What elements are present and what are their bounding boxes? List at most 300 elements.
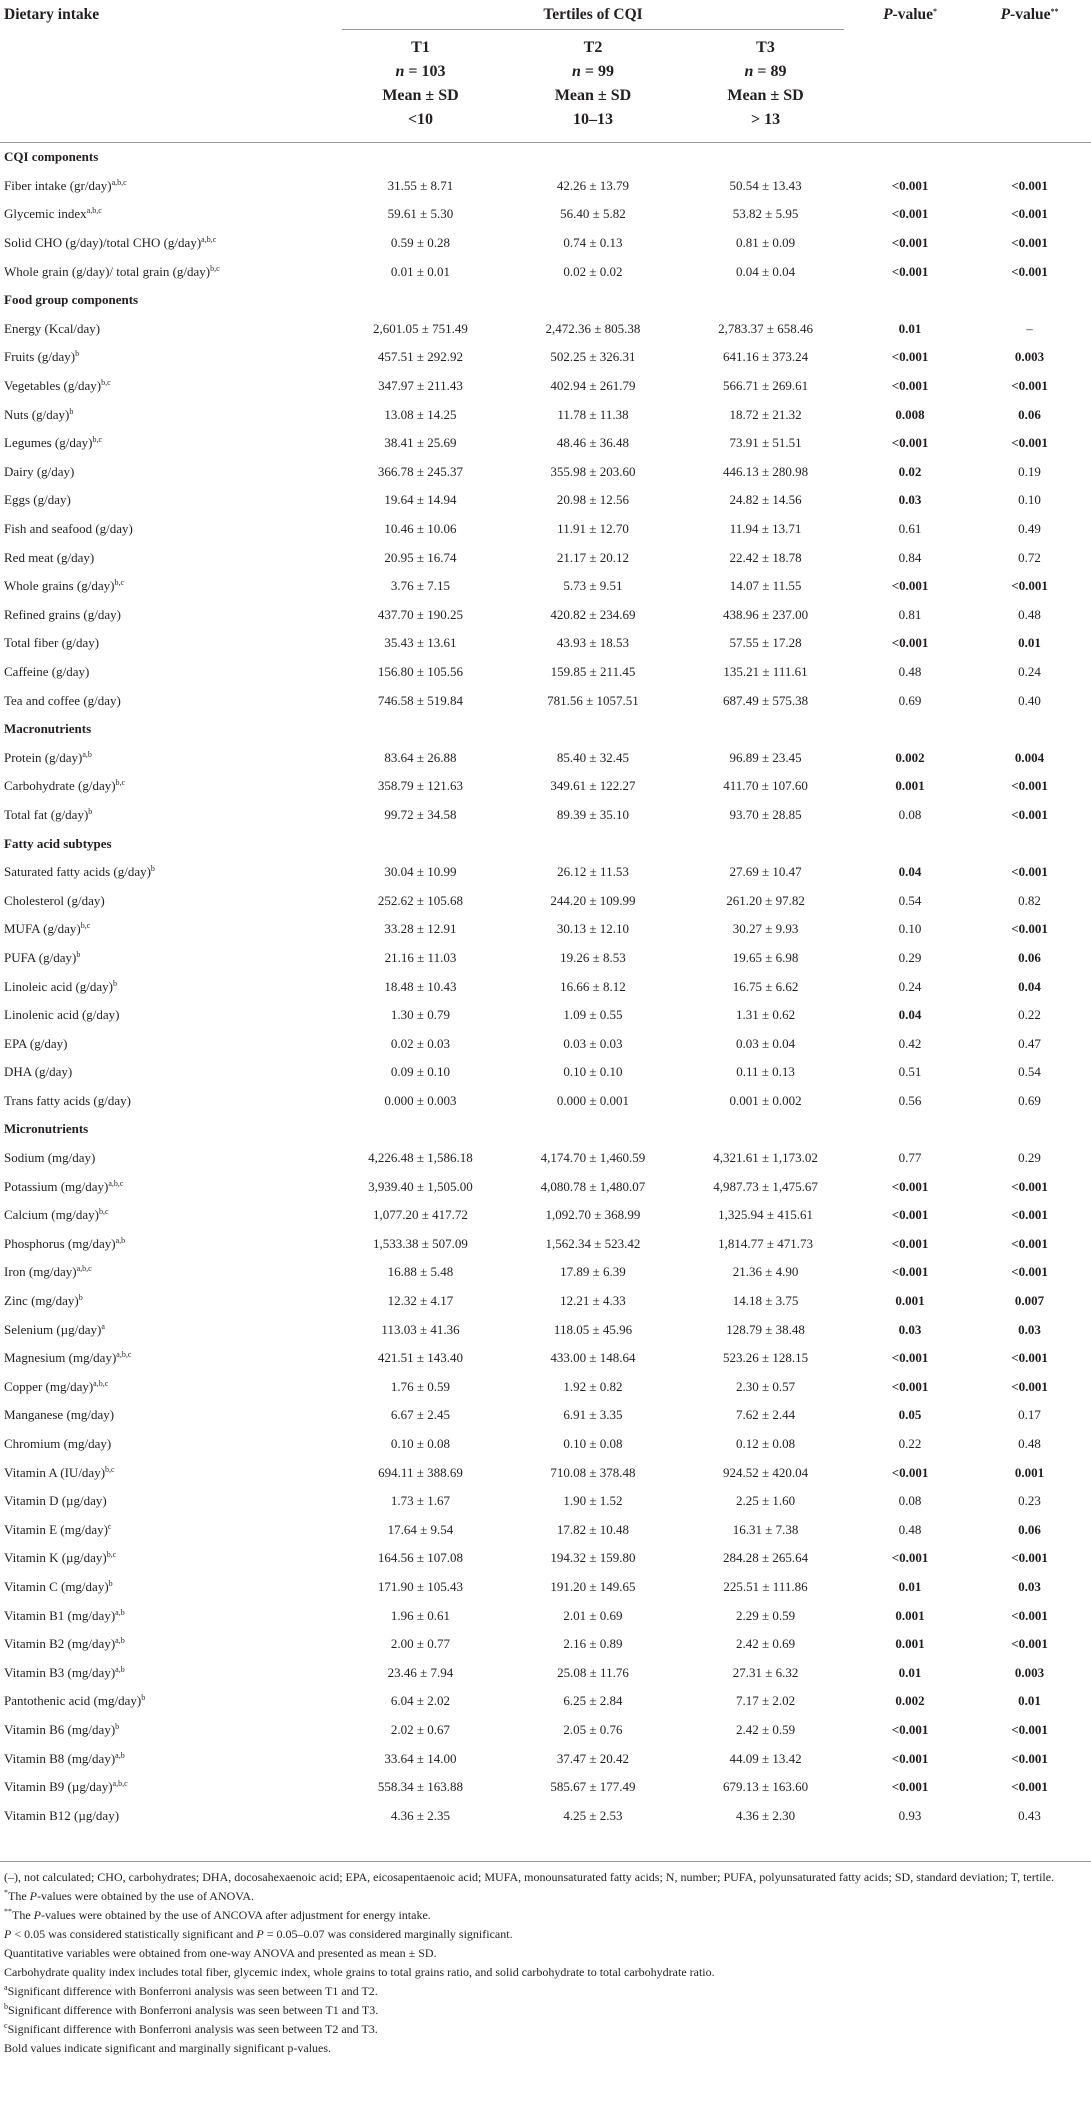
p-value-anova: 0.002 <box>895 1693 925 1709</box>
p-value-ancova: – <box>1026 320 1033 336</box>
p-value-anova: 0.93 <box>898 1807 922 1823</box>
t1-value: 457.51 ± 292.92 <box>377 349 464 365</box>
t1-value: 252.62 ± 105.68 <box>377 892 464 908</box>
row-label: Vitamin C $(mg/day)^b$ <box>4 1578 113 1594</box>
t3-value: 4,321.61 ± 1,173.02 <box>713 1150 818 1166</box>
table-bottom-rule <box>0 1861 1091 1862</box>
row-label: Cholesterol (g/day) <box>4 892 105 908</box>
p-value-anova: <0.001 <box>891 1721 929 1737</box>
row-label: Phosphorus $(mg/day)^{a,b}$ <box>4 1235 126 1251</box>
p-value-anova: 0.54 <box>898 892 922 908</box>
p-value-anova: 0.51 <box>898 1064 922 1080</box>
t3-value: 446.13 ± 280.98 <box>722 463 809 479</box>
t3-value: 18.72 ± 21.32 <box>729 406 802 422</box>
t3-value: 19.65 ± 6.98 <box>732 949 799 965</box>
t3-value: 4,987.73 ± 1,475.67 <box>713 1178 818 1194</box>
t2-value: 2.16 ± 0.89 <box>563 1636 623 1652</box>
t2-value: 0.000 ± 0.001 <box>556 1092 630 1108</box>
table-row <box>0 801 1091 830</box>
p-value-anova: 0.01 <box>898 320 922 336</box>
t2-value: 355.98 ± 203.60 <box>550 463 636 479</box>
p-value-anova: <0.001 <box>891 378 929 394</box>
p-value-anova: 0.22 <box>898 1436 922 1452</box>
p-value-ancova: 0.003 <box>1014 1664 1045 1680</box>
t1-value: 171.90 ± 105.43 <box>377 1578 464 1594</box>
p-value-anova: 0.08 <box>898 1493 922 1509</box>
t1-value: 694.11 ± 388.69 <box>378 1464 463 1480</box>
t2-value: 5.73 ± 9.51 <box>563 578 623 594</box>
p-value-ancova: <0.001 <box>1011 1721 1048 1737</box>
t2-value: 1.90 ± 1.52 <box>563 1493 623 1509</box>
t1-value: 347.97 ± 211.43 <box>378 378 463 394</box>
t2-value: 21.17 ± 20.12 <box>556 549 630 565</box>
row-label: Saturated fatty acids $(g/day)^b$ <box>4 864 155 880</box>
row-label: Glycemic index$^{a,b,c}$ <box>4 206 102 222</box>
t2-value: 0.10 ± 0.08 <box>563 1436 623 1452</box>
row-label: Vegetables $(g/day)^{b,c}$ <box>4 378 111 394</box>
row-label: Manganese (mg/day) <box>4 1407 115 1423</box>
p-value-ancova: <0.001 <box>1011 921 1048 937</box>
row-label: Red meat (g/day) <box>4 549 95 565</box>
t1-value: 558.34 ± 163.88 <box>377 1779 464 1795</box>
table-row <box>0 1601 1091 1630</box>
p-value-ancova: 0.03 <box>1018 1578 1041 1594</box>
pvalue-anova-header: P-value* <box>883 6 937 23</box>
t3-value: 2.29 ± 0.59 <box>735 1607 796 1623</box>
t1-value: 1,077.20 ± 417.72 <box>373 1207 468 1223</box>
t3-value: 11.94 ± 13.71 <box>729 521 802 537</box>
tertile-t1-header: T1 n = 103 Mean ± SD <10 <box>382 39 459 128</box>
p-value-anova: <0.001 <box>891 177 929 193</box>
t3-value: 0.11 ± 0.13 <box>736 1064 795 1080</box>
t3-value: 16.75 ± 6.62 <box>732 978 799 994</box>
t2-value: 1,562.34 ± 523.42 <box>545 1235 641 1251</box>
t1-value: 4,226.48 ± 1,586.18 <box>368 1150 473 1166</box>
t2-value: 26.12 ± 11.53 <box>557 864 629 880</box>
p-value-anova: <0.001 <box>891 435 929 451</box>
section-title: Micronutrients <box>4 1121 89 1137</box>
table-row <box>0 1430 1091 1459</box>
table-row <box>0 458 1091 487</box>
row-label: Magnesium $(mg/day)^{a,b,c}$ <box>4 1350 132 1366</box>
t2-value: 25.08 ± 11.76 <box>557 1664 629 1680</box>
t3-value: 73.91 ± 51.51 <box>729 435 802 451</box>
t1-value: 1,533.38 ± 507.09 <box>373 1235 468 1251</box>
t2-value: 6.25 ± 2.84 <box>563 1693 623 1709</box>
p-value-anova: 0.42 <box>898 1035 922 1051</box>
table-row <box>0 743 1091 772</box>
row-label: EPA (g/day) <box>4 1035 68 1051</box>
row-label: Energy (Kcal/day) <box>4 320 101 336</box>
t2-value: 56.40 ± 5.82 <box>560 206 626 222</box>
row-label: DHA (g/day) <box>4 1064 73 1080</box>
row-label: PUFA $(g/day)^b$ <box>4 949 81 965</box>
t2-value: 85.40 ± 32.45 <box>556 749 630 765</box>
t2-value: 17.82 ± 10.48 <box>556 1521 630 1537</box>
t2-value: 420.82 ± 234.69 <box>550 606 636 622</box>
p-value-ancova: 0.06 <box>1018 406 1041 422</box>
t3-value: 0.12 ± 0.08 <box>735 1436 796 1452</box>
p-value-anova: <0.001 <box>891 635 929 651</box>
table-row <box>0 1801 1091 1830</box>
t2-value: 12.21 ± 4.33 <box>560 1293 626 1309</box>
t3-value: 284.28 ± 265.64 <box>722 1550 809 1566</box>
row-label: Tea and coffee (g/day) <box>4 692 121 708</box>
t1-value: 83.64 ± 26.88 <box>384 749 457 765</box>
tertile-t3-header: T3 n = 89 Mean ± SD > 13 <box>727 39 804 128</box>
t2-value: 159.85 ± 211.45 <box>550 663 636 679</box>
p-value-ancova: 0.69 <box>1018 1092 1041 1108</box>
section-title: Food group components <box>4 292 139 308</box>
t3-value: 641.16 ± 373.24 <box>722 349 809 365</box>
row-label: Dairy (g/day) <box>4 463 75 479</box>
row-label: Potassium $(mg/day)^{a,b,c}$ <box>4 1178 124 1194</box>
p-value-ancova: <0.001 <box>1011 206 1048 222</box>
row-label: Fruits $(g/day)^b$ <box>4 349 80 365</box>
p-value-ancova: 0.03 <box>1018 1321 1041 1337</box>
table-row <box>0 1744 1091 1773</box>
row-label: Linolenic acid (g/day) <box>4 1007 120 1023</box>
t3-value: 2.42 ± 0.69 <box>735 1636 796 1652</box>
table-row <box>0 629 1091 658</box>
t3-value: 438.96 ± 237.00 <box>722 606 809 622</box>
p-value-ancova: 0.003 <box>1014 349 1045 365</box>
p-value-anova: 0.002 <box>895 749 925 765</box>
p-value-anova: <0.001 <box>891 206 929 222</box>
t1-value: 2.02 ± 0.67 <box>390 1721 451 1737</box>
p-value-anova: <0.001 <box>891 349 929 365</box>
table-row <box>0 229 1091 258</box>
pvalue-ancova-header: P-value** <box>1000 6 1059 23</box>
footnote-quantitative: Quantitative variables were obtained from one-way ANOVA and presented as mean ± SD. <box>4 1946 437 1960</box>
p-value-anova: <0.001 <box>891 1235 929 1251</box>
t2-value: 43.93 ± 18.53 <box>556 635 630 651</box>
t2-value: 4,080.78 ± 1,480.07 <box>540 1178 646 1194</box>
p-value-anova: 0.01 <box>898 1578 922 1594</box>
table-row <box>0 1544 1091 1573</box>
t1-value: 358.79 ± 121.63 <box>377 778 464 794</box>
p-value-anova: 0.001 <box>895 1293 925 1309</box>
p-value-anova: 0.03 <box>898 492 922 508</box>
t2-value: 19.26 ± 8.53 <box>560 949 626 965</box>
header-blank <box>968 30 1091 143</box>
t2-value: 16.66 ± 8.12 <box>560 978 626 994</box>
table-row <box>0 915 1091 944</box>
t2-value: 0.74 ± 0.13 <box>563 235 623 251</box>
t1-value: 33.28 ± 12.91 <box>384 921 457 937</box>
tertile-t2-header: T2 n = 99 Mean ± SD 10–13 <box>554 39 632 128</box>
row-label: Total fat $(g/day)^b$ <box>4 806 93 822</box>
p-value-anova: <0.001 <box>891 1350 929 1366</box>
t1-value: 6.04 ± 2.02 <box>390 1693 451 1709</box>
p-value-anova: <0.001 <box>891 578 929 594</box>
p-value-ancova: 0.22 <box>1018 1007 1041 1023</box>
p-value-anova: <0.001 <box>891 1207 929 1223</box>
table-row <box>0 372 1091 401</box>
p-value-anova: <0.001 <box>891 1264 929 1280</box>
table-row <box>0 400 1091 429</box>
p-value-anova: 0.08 <box>898 806 922 822</box>
footnote-cqi: Carbohydrate quality index includes total fiber, glycemic index, whole grains to total grains ratio, and solid carbohydrate to total carbohydrate ratio. <box>4 1965 715 1979</box>
t3-value: 53.82 ± 5.95 <box>732 206 799 222</box>
table-row <box>0 257 1091 286</box>
p-value-ancova: <0.001 <box>1011 263 1048 279</box>
section-row <box>0 829 1091 858</box>
t1-value: 437.70 ± 190.25 <box>377 606 464 622</box>
section-title: Macronutrients <box>4 721 92 737</box>
t3-value: 93.70 ± 28.85 <box>729 806 802 822</box>
t3-value: 411.70 ± 107.60 <box>723 778 808 794</box>
section-row <box>0 286 1091 315</box>
table-row <box>0 1573 1091 1602</box>
row-label: Legumes $(g/day)^{b,c}$ <box>4 435 103 451</box>
p-value-ancova: 0.43 <box>1018 1807 1041 1823</box>
t1-value: 4.36 ± 2.35 <box>390 1807 451 1823</box>
table-body <box>0 143 1091 1831</box>
t2-value: 1,092.70 ± 368.99 <box>545 1207 641 1223</box>
t2-value: 11.91 ± 12.70 <box>557 521 629 537</box>
p-value-anova: 0.04 <box>898 864 922 880</box>
t2-value: 0.02 ± 0.02 <box>563 263 623 279</box>
t3-value: 566.71 ± 269.61 <box>722 378 809 394</box>
t3-value: 14.07 ± 11.55 <box>729 578 802 594</box>
p-value-ancova: 0.49 <box>1018 521 1041 537</box>
t3-value: 50.54 ± 13.43 <box>729 177 802 193</box>
t1-value: 20.95 ± 16.74 <box>384 549 457 565</box>
row-label: Vitamin B3 $(mg/day)^{a,b}$ <box>4 1664 125 1680</box>
footnote-bold: Bold values indicate significant and marginally significant p-values. <box>4 2041 332 2055</box>
p-value-anova: 0.48 <box>898 663 922 679</box>
t3-value: 21.36 ± 4.90 <box>732 1264 799 1280</box>
table-row <box>0 886 1091 915</box>
t1-value: 13.08 ± 14.25 <box>384 406 457 422</box>
t2-value: 6.91 ± 3.35 <box>563 1407 623 1423</box>
t1-value: 0.000 ± 0.003 <box>384 1092 457 1108</box>
t1-value: 3,939.40 ± 1,505.00 <box>368 1178 473 1194</box>
t1-value: 746.58 ± 519.84 <box>377 692 464 708</box>
p-value-anova: 0.29 <box>898 949 922 965</box>
p-value-anova: 0.48 <box>898 1521 922 1537</box>
t3-value: 1,325.94 ± 415.61 <box>718 1207 813 1223</box>
t3-value: 44.09 ± 13.42 <box>729 1750 802 1766</box>
footnote-ancova: **The P-values were obtained by the use of ANCOVA after adjustment for energy intake. <box>4 1907 431 1922</box>
t3-value: 261.20 ± 97.82 <box>726 892 805 908</box>
table-row <box>0 1344 1091 1373</box>
p-value-anova: 0.01 <box>898 1664 922 1680</box>
p-value-ancova: <0.001 <box>1011 1636 1048 1652</box>
row-label: Vitamin D (µg/day) <box>4 1493 107 1509</box>
row-label: Fish and seafood (g/day) <box>4 521 133 537</box>
table-row <box>0 1401 1091 1430</box>
p-value-ancova: <0.001 <box>1011 1550 1048 1566</box>
row-label: Pantothenic acid $(mg/day)^b$ <box>4 1693 146 1709</box>
t2-value: 4,174.70 ± 1,460.59 <box>540 1150 646 1166</box>
p-value-ancova: <0.001 <box>1011 1779 1048 1795</box>
t2-value: 0.03 ± 0.03 <box>563 1035 623 1051</box>
t3-value: 7.17 ± 2.02 <box>735 1693 796 1709</box>
p-value-ancova: 0.001 <box>1014 1464 1045 1480</box>
p-value-ancova: 0.04 <box>1018 978 1041 994</box>
row-label: Eggs (g/day) <box>4 492 71 508</box>
t3-value: 2.25 ± 1.60 <box>735 1493 796 1509</box>
p-value-anova: 0.001 <box>895 778 925 794</box>
row-label: Linoleic acid $(g/day)^b$ <box>4 978 118 994</box>
t1-value: 113.03 ± 41.36 <box>381 1321 460 1337</box>
p-value-anova: 0.10 <box>898 921 922 937</box>
t3-value: 128.79 ± 38.48 <box>726 1321 805 1337</box>
row-label: Zinc $(mg/day)^b$ <box>4 1293 83 1309</box>
header-row-tertiles <box>0 30 1091 143</box>
t1-value: 1.30 ± 0.79 <box>390 1007 451 1023</box>
p-value-anova: <0.001 <box>891 1779 929 1795</box>
table-row <box>0 1630 1091 1659</box>
table-row <box>0 486 1091 515</box>
table-row <box>0 543 1091 572</box>
table-row <box>0 1201 1091 1230</box>
t2-value: 585.67 ± 177.49 <box>550 1779 636 1795</box>
footnote-abbreviations: (–), not calculated; CHO, carbohydrates; DHA, docosahexaenoic acid; EPA, eicosapentaenoic acid; MUFA, monounsaturated fatty acids; N, number; PUFA, polyunsaturated fatty acids; SD, standard deviation; T, tertile. <box>4 1870 1055 1884</box>
tertiles-header: Tertiles of CQI <box>334 0 852 30</box>
row-label: Solid CHO (g/day)/total CHO $(g/day)^{a,b,c}$ <box>4 235 217 251</box>
p-value-ancova: 0.72 <box>1018 549 1041 565</box>
p-value-anova: <0.001 <box>891 1378 929 1394</box>
t1-value: 99.72 ± 34.58 <box>384 806 457 822</box>
p-value-ancova: 0.40 <box>1018 692 1041 708</box>
t2-value: 2.01 ± 0.69 <box>563 1607 623 1623</box>
row-label: Vitamin E $(mg/day)^c$ <box>4 1521 112 1537</box>
t1-value: 0.09 ± 0.10 <box>390 1064 451 1080</box>
t2-value: 194.32 ± 159.80 <box>550 1550 636 1566</box>
row-label: Vitamin A $(IU/day)^{b,c}$ <box>4 1464 115 1480</box>
t2-value: 2.05 ± 0.76 <box>563 1721 623 1737</box>
row-label: MUFA $(g/day)^{b,c}$ <box>4 921 91 937</box>
t2-value: 30.13 ± 12.10 <box>556 921 630 937</box>
t2-value: 20.98 ± 12.56 <box>556 492 630 508</box>
t1-value: 12.32 ± 4.17 <box>387 1293 454 1309</box>
table-row <box>0 1029 1091 1058</box>
t1-value: 33.64 ± 14.00 <box>384 1750 457 1766</box>
row-label: Trans fatty acids (g/day) <box>4 1092 131 1108</box>
t1-value: 0.01 ± 0.01 <box>390 263 451 279</box>
p-value-ancova: 0.48 <box>1018 606 1041 622</box>
table-row <box>0 572 1091 601</box>
table-row <box>0 343 1091 372</box>
t2-value: 433.00 ± 148.64 <box>550 1350 636 1366</box>
t1-value: 19.64 ± 14.94 <box>384 492 457 508</box>
t3-value: 14.18 ± 3.75 <box>732 1293 799 1309</box>
t1-value: 30.04 ± 10.99 <box>384 864 457 880</box>
p-value-anova: 0.001 <box>895 1607 925 1623</box>
footnote-anova: *The P-values were obtained by the use of ANOVA. <box>4 1888 255 1903</box>
t1-value: 35.43 ± 13.61 <box>384 635 457 651</box>
p-value-ancova: <0.001 <box>1011 1264 1048 1280</box>
t2-value: 118.05 ± 45.96 <box>553 1321 633 1337</box>
t2-value: 42.26 ± 13.79 <box>556 177 630 193</box>
section-title: CQI components <box>4 149 99 165</box>
table-row <box>0 972 1091 1001</box>
table-row <box>0 1487 1091 1516</box>
t1-value: 18.48 ± 10.43 <box>384 978 457 994</box>
p-value-ancova: 0.06 <box>1018 949 1041 965</box>
t3-value: 24.82 ± 14.56 <box>729 492 802 508</box>
t3-value: 924.52 ± 420.04 <box>722 1464 809 1480</box>
p-value-ancova: <0.001 <box>1011 235 1048 251</box>
t1-value: 156.80 ± 105.56 <box>377 663 464 679</box>
row-label: Refined grains (g/day) <box>4 606 121 622</box>
p-value-anova: <0.001 <box>891 1750 929 1766</box>
p-value-ancova: 0.29 <box>1018 1150 1041 1166</box>
row-label: Vitamin B2 $(mg/day)^{a,b}$ <box>4 1636 125 1652</box>
row-label: Caffeine (g/day) <box>4 663 90 679</box>
p-value-ancova: 0.24 <box>1018 663 1041 679</box>
p-value-ancova: <0.001 <box>1011 1750 1048 1766</box>
row-label: Copper $(mg/day)^{a,b,c}$ <box>4 1378 109 1394</box>
p-value-ancova: 0.82 <box>1018 892 1041 908</box>
row-label: Chromium (mg/day) <box>4 1436 112 1452</box>
footnotes <box>4 1868 1084 2058</box>
t3-value: 7.62 ± 2.44 <box>735 1407 796 1423</box>
header-blank <box>0 30 334 143</box>
t2-value: 2,472.36 ± 805.38 <box>545 320 641 336</box>
table-row <box>0 1258 1091 1287</box>
t1-value: 2,601.05 ± 751.49 <box>373 320 468 336</box>
t3-value: 30.27 ± 9.93 <box>732 921 799 937</box>
t1-value: 23.46 ± 7.94 <box>387 1664 454 1680</box>
table-row <box>0 1144 1091 1173</box>
t2-value: 781.56 ± 1057.51 <box>547 692 639 708</box>
t3-value: 1.31 ± 0.62 <box>735 1007 796 1023</box>
p-value-anova: 0.008 <box>895 406 925 422</box>
table-row <box>0 858 1091 887</box>
row-label: Vitamin B1 $(mg/day)^{a,b}$ <box>4 1607 125 1623</box>
footnote-a: $^a$Significant difference with Bonferroni analysis was seen between T1 and T2. <box>4 1983 378 1998</box>
p-value-ancova: <0.001 <box>1011 177 1048 193</box>
t3-value: 27.31 ± 6.32 <box>732 1664 799 1680</box>
t3-value: 27.69 ± 10.47 <box>729 864 802 880</box>
t1-value: 38.41 ± 25.69 <box>384 435 457 451</box>
t1-value: 366.78 ± 245.37 <box>377 463 464 479</box>
p-value-ancova: 0.17 <box>1018 1407 1041 1423</box>
t2-value: 48.46 ± 36.48 <box>556 435 630 451</box>
t1-value: 3.76 ± 7.15 <box>390 578 451 594</box>
t1-value: 0.59 ± 0.28 <box>390 235 451 251</box>
p-value-anova: <0.001 <box>891 1464 929 1480</box>
p-value-ancova: <0.001 <box>1011 378 1048 394</box>
t3-value: 687.49 ± 575.38 <box>722 692 809 708</box>
t3-value: 2.30 ± 0.57 <box>735 1378 796 1394</box>
t2-value: 4.25 ± 2.53 <box>563 1807 623 1823</box>
p-value-anova: <0.001 <box>891 1178 929 1194</box>
t3-value: 0.81 ± 0.09 <box>735 235 796 251</box>
table-row <box>0 658 1091 687</box>
section-title: Fatty acid subtypes <box>4 835 112 851</box>
t3-value: 225.51 ± 111.86 <box>723 1578 808 1594</box>
p-value-anova: 0.84 <box>898 549 922 565</box>
p-value-ancova: 0.10 <box>1018 492 1041 508</box>
t3-value: 0.03 ± 0.04 <box>735 1035 796 1051</box>
section-row <box>0 1115 1091 1144</box>
p-value-ancova: <0.001 <box>1011 806 1048 822</box>
row-label: Whole grain (g/day)/ total grain $(g/day)^{b,c}$ <box>4 263 220 279</box>
row-label: Carbohydrate $(g/day)^{b,c}$ <box>4 778 126 794</box>
t3-value: 96.89 ± 23.45 <box>729 749 802 765</box>
p-value-ancova: 0.004 <box>1014 749 1045 765</box>
t3-value: 523.26 ± 128.15 <box>722 1350 809 1366</box>
t2-value: 0.10 ± 0.10 <box>563 1064 623 1080</box>
p-value-ancova: 0.06 <box>1018 1521 1041 1537</box>
p-value-ancova: <0.001 <box>1011 1607 1048 1623</box>
t2-value: 11.78 ± 11.38 <box>557 406 629 422</box>
